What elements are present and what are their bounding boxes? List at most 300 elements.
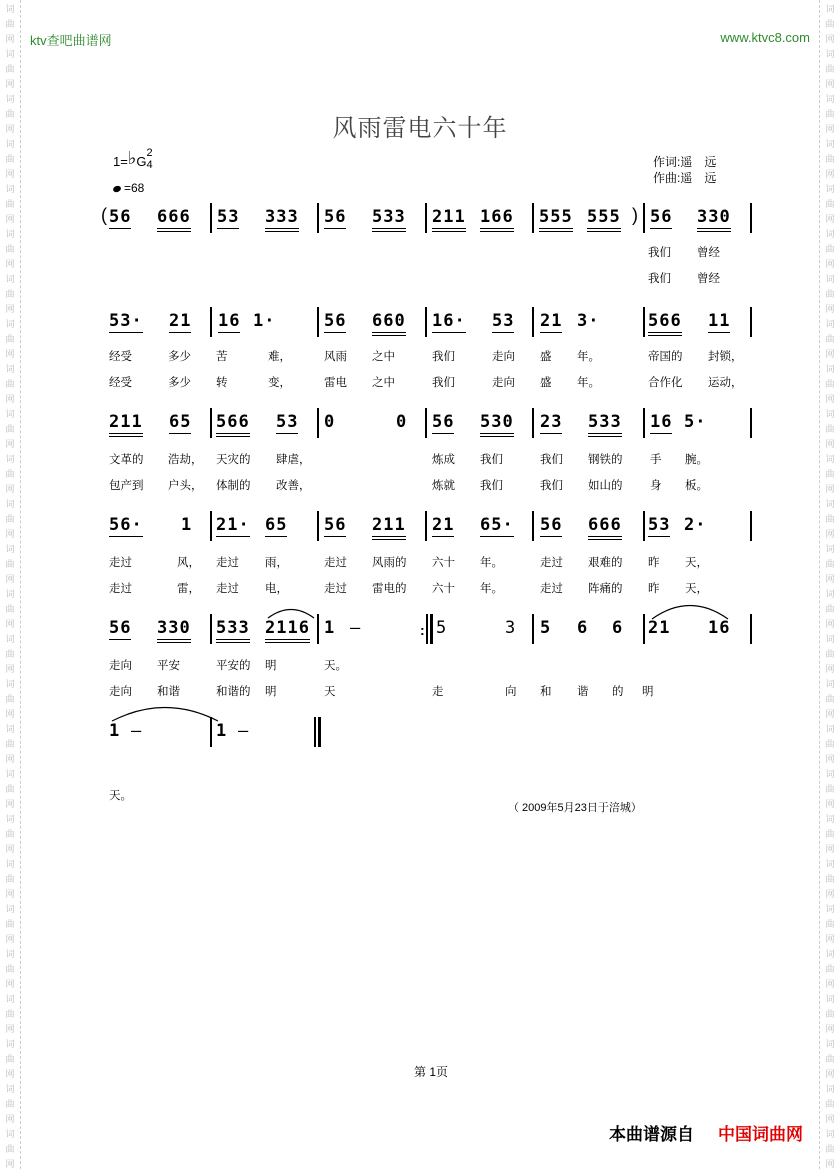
watermark-char: 网 [825,889,835,899]
note-group: — [131,721,143,741]
watermark-char: 网 [825,664,835,674]
lyric: 身 [650,480,662,492]
note-group: 65· [480,515,514,535]
watermark-char: 词 [825,94,835,104]
watermark-char: 曲 [825,244,835,254]
watermark-char: 词 [5,4,15,14]
note-group: 56 [650,207,673,227]
watermark-char: 曲 [825,1009,835,1019]
watermark-char: 曲 [825,559,835,569]
watermark-char: 曲 [5,874,15,884]
lyric: 我们 [648,247,671,259]
source-label: 本曲谱源自 [609,1125,694,1144]
note-group: 1 [216,721,228,741]
watermark-char: 网 [825,799,835,809]
watermark-char: 曲 [825,424,835,434]
watermark-char: 网 [5,439,15,449]
watermark-char: 词 [5,814,15,824]
watermark-char: 词 [825,4,835,14]
time-top: 2 [146,146,153,159]
lyric: 曾经 [697,247,720,259]
note-group: 330 [157,618,191,643]
lyric: 钢铁的 [588,454,623,466]
lyric: 平安的 [216,660,251,672]
watermark-char: 网 [825,619,835,629]
lyric: 腕。 [685,454,708,466]
lyric: 之中 [372,377,395,389]
watermark-char: 词 [5,679,15,689]
watermark-char: 网 [5,169,15,179]
lyric: 走过 [540,583,563,595]
lyric: 我们 [480,454,503,466]
note-group: 21 [169,311,192,331]
watermark-char: 词 [5,634,15,644]
note-group: 211 [109,412,143,437]
watermark-char: 网 [5,664,15,674]
watermark-char: 曲 [5,1099,15,1109]
note-group: 211 [372,515,406,540]
note-group: 16 [708,618,731,638]
watermark-char: 曲 [825,289,835,299]
note-group: 56· [109,515,143,535]
bar-line [317,307,319,337]
note-group: 5· [684,412,707,432]
lyric: 明 [265,660,277,672]
watermark-char: 曲 [825,379,835,389]
watermark-char: 网 [5,304,15,314]
note-group: 333 [265,207,299,232]
lyric: 雷电的 [372,583,407,595]
note-group: 11 [708,311,731,331]
watermark-char: 曲 [825,694,835,704]
watermark-char: 网 [825,349,835,359]
watermark-char: 网 [5,754,15,764]
lyric: 封锁， [708,351,743,363]
watermark-char: 网 [825,979,835,989]
note-group: 53 [276,412,299,432]
watermark-char: 曲 [825,514,835,524]
slur-arc [650,600,730,620]
tempo-marking [113,181,144,195]
watermark-char: 网 [5,259,15,269]
lyric: 多少 [168,377,191,389]
bar-line [317,203,319,233]
watermark-char: 曲 [825,19,835,29]
watermark-char: 词 [825,724,835,734]
watermark-char: 词 [825,589,835,599]
watermark-char: 曲 [5,379,15,389]
bar-line [425,203,427,233]
lyricist-credit: 作词:遥 远 [653,155,717,169]
bar-line [643,307,645,337]
note-group: 166 [480,207,514,232]
watermark-char: 曲 [825,334,835,344]
page-number: 第 1页 [414,1065,449,1079]
bar-line [532,408,534,438]
watermark-char: 网 [5,979,15,989]
watermark-char: 网 [825,754,835,764]
watermark-char: 曲 [825,919,835,929]
lyric: 包产到 [109,480,144,492]
watermark-char: 词 [5,1129,15,1139]
watermark-char: 曲 [825,739,835,749]
close-paren: ) [632,205,638,225]
lyric: 改善， [276,480,311,492]
lyric: 走过 [324,583,347,595]
watermark-char: 词 [5,94,15,104]
watermark-char: 曲 [825,829,835,839]
watermark-char: 网 [5,79,15,89]
lyric: 肆虐， [276,454,311,466]
bar-line [532,203,534,233]
bar-line [643,511,645,541]
lyric: 天， [685,557,708,569]
note-group: 16 [650,412,673,432]
note-group: 555 [539,207,573,232]
note-group: 555 [587,207,621,232]
song-title: 风雨雷电六十年 [332,114,508,142]
watermark-char: 曲 [5,1144,15,1154]
watermark-char: 网 [5,709,15,719]
bar-line [750,203,752,233]
watermark-char: 网 [5,574,15,584]
note-group: 23 [540,412,563,432]
lyric: 盛 [540,377,552,389]
final-bar-line [318,717,321,747]
bar-line [425,408,427,438]
lyric: 年。 [480,557,503,569]
watermark-char: 曲 [5,199,15,209]
watermark-char: 词 [825,499,835,509]
key-note: G [136,154,147,169]
note-group: 21 [648,618,671,638]
bar-line [210,307,212,337]
watermark-char: 词 [825,544,835,554]
note-group: 53 [648,515,671,535]
note-group: 5 [436,618,448,638]
watermark-char: 曲 [5,784,15,794]
lyric: 平安 [157,660,180,672]
watermark-char: 曲 [5,919,15,929]
note-group: 53· [109,311,143,331]
watermark-char: 曲 [5,514,15,524]
note-group: 566 [216,412,250,437]
watermark-char: 词 [5,949,15,959]
note-group: 21· [216,515,250,535]
lyric: 阵痛的 [588,583,623,595]
note-group: 53 [217,207,240,227]
watermark-char: 曲 [825,154,835,164]
tempo-value: =68 [124,181,145,195]
watermark-char: 网 [825,574,835,584]
watermark-char: 词 [825,769,835,779]
note-group: 2116 [265,618,310,643]
note-group: 566 [648,311,682,336]
lyric: 我们 [540,480,563,492]
lyric: 走向 [492,351,515,363]
note-group: 16· [432,311,466,331]
watermark-char: 网 [5,484,15,494]
watermark-char: 网 [825,709,835,719]
watermark-char: 词 [825,1084,835,1094]
lyric: 六十 [432,583,455,595]
lyric: 帝国的 [648,351,683,363]
lyric: 天灾的 [216,454,251,466]
note-group: 56 [324,311,347,331]
note-group: 533 [372,207,406,232]
lyric: 之中 [372,351,395,363]
watermark-char: 网 [825,169,835,179]
bar-line [317,408,319,438]
watermark-char: 词 [825,184,835,194]
lyric: 走向 [492,377,515,389]
lyric: 艰难的 [588,557,623,569]
watermark-char: 词 [825,1039,835,1049]
lyric: 盛 [540,351,552,363]
watermark-char: 曲 [5,559,15,569]
watermark-char: 网 [825,259,835,269]
lyric: 变， [268,377,291,389]
note-group: 53 [492,311,515,331]
watermark-char: 词 [5,1039,15,1049]
watermark-char: 词 [5,409,15,419]
watermark-char: 词 [825,274,835,284]
watermark-char: 曲 [825,874,835,884]
bar-line [317,614,319,644]
repeat-dots-icon: : [420,622,425,638]
note-group: 0 [324,412,336,432]
bar-line [532,307,534,337]
lyric: 走过 [109,557,132,569]
lyric: 炼就 [432,480,455,492]
watermark-char: 网 [5,1159,15,1169]
lyric: 六十 [432,557,455,569]
note-group: 56 [324,515,347,535]
lyric: 的 [612,686,624,698]
time-bottom: 4 [146,158,153,171]
bar-line [210,717,212,747]
watermark-char: 词 [825,454,835,464]
watermark-char: 词 [5,139,15,149]
watermark-char: 曲 [5,469,15,479]
lyric: 昨 [648,583,660,595]
watermark-char: 词 [825,49,835,59]
watermark-char: 网 [825,1024,835,1034]
watermark-char: 曲 [825,199,835,209]
watermark-char: 词 [5,769,15,779]
lyric: 风， [177,557,200,569]
composition-date: （ 2009年5月23日于涪城） [508,802,642,814]
note-group: 56 [109,618,132,638]
lyric: 雷电 [324,377,347,389]
right-watermark-strip [819,0,840,1169]
note-group: 6 [612,618,624,638]
watermark-char: 曲 [5,424,15,434]
lyric: 雨， [265,557,288,569]
bar-line [750,307,752,337]
watermark-char: 网 [5,34,15,44]
note-group: 660 [372,311,406,336]
note-group: 0 [396,412,408,432]
lyric: 走向 [109,660,132,672]
tie-arc [110,702,220,722]
watermark-char: 网 [5,889,15,899]
watermark-char: 曲 [825,109,835,119]
lyric: 经受 [109,377,132,389]
watermark-char: 网 [825,1159,835,1169]
watermark-char: 词 [825,409,835,419]
watermark-char: 词 [5,1084,15,1094]
note-group: 533 [588,412,622,437]
watermark-char: 曲 [825,469,835,479]
lyric: 明 [642,686,654,698]
lyric: 我们 [432,377,455,389]
watermark-char: 词 [825,1129,835,1139]
lyric: 风雨 [324,351,347,363]
watermark-char: 曲 [5,1009,15,1019]
bar-line [750,408,752,438]
watermark-char: 曲 [5,289,15,299]
header-site-url[interactable]: www.ktvc8.com [720,30,810,45]
watermark-char: 词 [5,229,15,239]
watermark-char: 网 [5,214,15,224]
watermark-char: 词 [5,274,15,284]
watermark-char: 网 [825,79,835,89]
watermark-char: 词 [5,364,15,374]
lyric: 我们 [648,273,671,285]
note-group: 3· [577,311,600,331]
watermark-char: 网 [825,1069,835,1079]
watermark-char: 词 [825,229,835,239]
source-site-link[interactable]: 中国词曲网 [718,1125,803,1144]
note-group: 533 [216,618,250,643]
watermark-char: 网 [5,349,15,359]
watermark-char: 词 [5,724,15,734]
watermark-char: 网 [5,1024,15,1034]
bar-line [643,408,645,438]
watermark-char: 网 [825,304,835,314]
watermark-char: 曲 [5,334,15,344]
lyric: 年。 [577,351,600,363]
lyric: 电， [265,583,288,595]
lyric: 天， [685,583,708,595]
watermark-char: 网 [825,439,835,449]
bar-line [532,511,534,541]
bar-line [532,614,534,644]
watermark-char: 词 [5,859,15,869]
note-group: 16 [218,311,241,331]
watermark-char: 网 [5,844,15,854]
watermark-char: 曲 [825,649,835,659]
lyric: 天。 [109,790,132,802]
lyric: 走过 [324,557,347,569]
lyric: 苦 [216,351,228,363]
lyric: 走向 [109,686,132,698]
note-group: 1 [181,515,193,535]
watermark-char: 曲 [825,964,835,974]
watermark-char: 曲 [825,1099,835,1109]
note-group: 530 [480,412,514,437]
watermark-char: 词 [825,994,835,1004]
watermark-char: 网 [825,214,835,224]
half-note-icon [112,185,122,193]
watermark-char: 曲 [5,244,15,254]
note-group: — [350,618,362,638]
watermark-char: 网 [825,529,835,539]
note-group: 1 [109,721,121,741]
lyric: 明 [265,686,277,698]
header-site-name[interactable]: ktv查吧曲谱网 [30,33,112,48]
note-group: 6 [577,618,589,638]
watermark-char: 词 [5,544,15,554]
watermark-char: 词 [825,139,835,149]
lyric: 板。 [685,480,708,492]
watermark-char: 网 [825,124,835,134]
bar-line [643,203,645,233]
left-watermark-strip [0,0,21,1169]
bar-line [425,307,427,337]
watermark-char: 网 [5,1069,15,1079]
bar-line [425,511,427,541]
watermark-char: 词 [825,634,835,644]
watermark-char: 网 [825,934,835,944]
bar-line [210,511,212,541]
lyric: 风雨的 [372,557,407,569]
lyric: 走过 [540,557,563,569]
watermark-char: 曲 [825,604,835,614]
watermark-char: 词 [5,904,15,914]
lyric: 体制的 [216,480,251,492]
lyric: 谐 [577,686,589,698]
note-group: — [238,721,250,741]
watermark-char: 网 [5,1114,15,1124]
note-group: 21 [432,515,455,535]
lyric: 我们 [540,454,563,466]
watermark-char: 曲 [5,1054,15,1064]
note-group: 666 [157,207,191,232]
lyric: 雷， [177,583,200,595]
lyric: 和谐 [157,686,180,698]
lyric: 向 [505,686,517,698]
lyric: 难， [268,351,291,363]
lyric: 走 [432,686,444,698]
watermark-char: 曲 [825,64,835,74]
watermark-char: 词 [5,49,15,59]
note-group: 666 [588,515,622,540]
watermark-char: 词 [5,994,15,1004]
watermark-char: 网 [825,34,835,44]
lyric: 我们 [432,351,455,363]
watermark-char: 网 [825,484,835,494]
watermark-char: 曲 [5,964,15,974]
watermark-char: 曲 [825,1054,835,1064]
watermark-char: 曲 [825,1144,835,1154]
watermark-char: 词 [5,454,15,464]
note-group: 56 [324,207,347,227]
lyric: 如山的 [588,480,623,492]
watermark-char: 词 [5,589,15,599]
bar-line [750,511,752,541]
note-group: 2· [684,515,707,535]
lyric: 曾经 [697,273,720,285]
lyric: 运动， [708,377,743,389]
bar-line [210,614,212,644]
note-group: 5 [540,618,552,638]
lyric: 和 [540,686,552,698]
lyric: 走过 [216,557,239,569]
lyric: 浩劫， [168,454,203,466]
watermark-char: 词 [825,319,835,329]
